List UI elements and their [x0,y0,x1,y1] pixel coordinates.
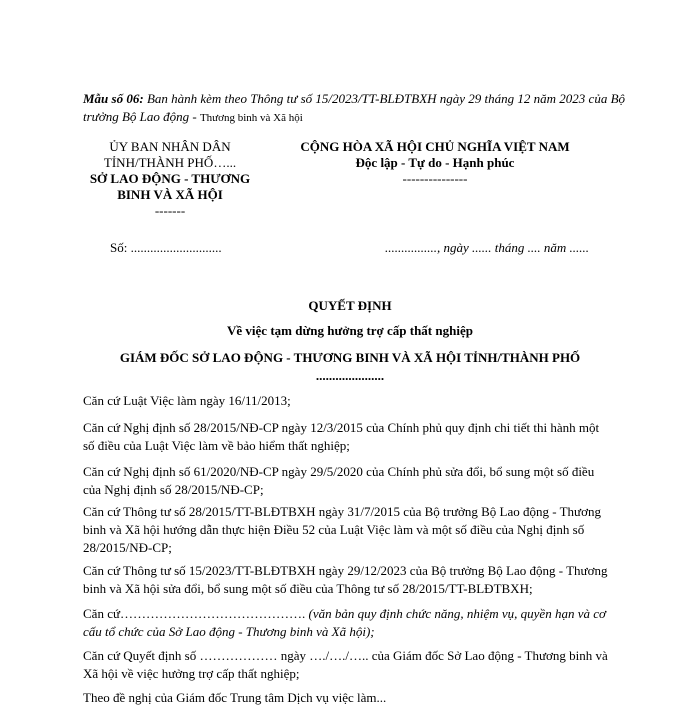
basis-other-lead: Căn cứ……………………………………. [83,606,309,621]
issuing-authority: GIÁM ĐỐC SỞ LAO ĐỘNG - THƯƠNG BINH VÀ XÃ HỘI TỈNH/THÀNH PHỐ ..................... [119,350,581,383]
document-subtitle: Về việc tạm dừng hưởng trợ cấp thất nghiệp [227,323,473,338]
agency-rule: ------- [154,203,186,218]
form-note [83,90,643,127]
motto: Độc lập - Tự do - Hạnh phúc [355,155,515,170]
form-note-text: Ban hành kèm theo Thông tư số 15/2023/TT-BLĐTBXH ngày 29 tháng 12 năm 2023 của Bộ trưởng Bộ Lao động - [83,91,626,124]
national-motto-header [270,139,600,187]
agency-line-2: TỈNH/THÀNH PHỐ…... [103,155,237,170]
document-title: QUYẾT ĐỊNH [308,298,392,313]
issuing-agency-header [80,139,260,219]
basis-item: Căn cứ Luật Việc làm ngày 16/11/2013; [83,393,291,408]
basis-decision: Căn cứ Quyết định số ……………… ngày …./…./….. của Giám đốc Sở Lao động - Thương binh và Xã hội về việc hưởng trợ cấp thất nghiệp; [83,648,608,681]
basis-other-note: (văn bản quy định chức năng, nhiệm vụ, quyền hạn và cơ cấu tổ chức của Sở Lao động - Thương binh và Xã hội); [83,606,606,639]
form-note-tail: Thương binh và Xã hội [199,112,303,124]
basis-item: Căn cứ Thông tư số 15/2023/TT-BLĐTBXH ngày 29/12/2023 của Bộ trưởng Bộ Lao động - Thương binh và Xã hội sửa đổi, bổ sung một số điều của Thông tư số 28/2015/TT-BLĐTBXH; [83,563,608,596]
proposal-line: Theo đề nghị của Giám đốc Trung tâm Dịch vụ việc làm... [83,690,387,705]
country-name: CỘNG HÒA XÃ HỘI CHỦ NGHĨA VIỆT NAM [300,139,570,154]
basis-item: Căn cứ Thông tư số 28/2015/TT-BLĐTBXH ngày 31/7/2015 của Bộ trưởng Bộ Lao động - Thương binh và Xã hội hướng dẫn thực hiện Điều 52 của Luật Việc làm và một số điều của Nghị định số 28/2015/NĐ-CP; [83,504,601,555]
document-date: ................, ngày ...... tháng .... năm ...... [385,240,590,255]
basis-other [83,605,613,641]
form-number-label: Mẫu số 06: [83,91,144,106]
agency-line-1: ỦY BAN NHÂN DÂN [109,139,231,154]
agency-line-3: SỞ LAO ĐỘNG - THƯƠNG BINH VÀ XÃ HỘI [89,171,251,202]
basis-item: Căn cứ Nghị định số 28/2015/NĐ-CP ngày 12/3/2015 của Chính phủ quy định chi tiết thi hành một số điều của Luật Việc làm về bảo hiểm thất nghiệp; [83,420,600,453]
motto-rule: --------------- [402,171,468,186]
basis-item: Căn cứ Nghị định số 61/2020/NĐ-CP ngày 29/5/2020 của Chính phủ sửa đổi, bổ sung một số điều của Nghị định số 28/2015/NĐ-CP; [83,464,595,497]
document-number: Số: ............................ [110,240,222,255]
